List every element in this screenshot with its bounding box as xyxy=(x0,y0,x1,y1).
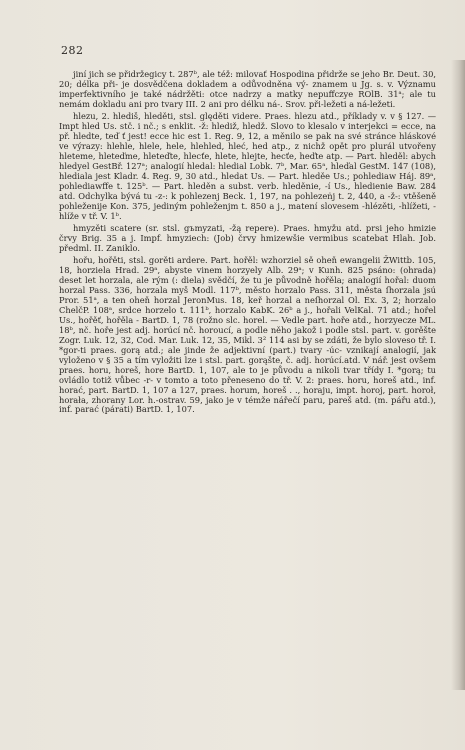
paragraph: hlezu, 2. hlediš, hleděti, stsl. ględěti videre. Praes. hlezu atd., příklady v. v § 127. — Impt hled Us. stč. i nč.; s enklit. -ž: hlediž, hledž. Slovo to klesalo v interjekci = ecce, na př. hledte, teď ť jest! ecce hic est 1. Reg. 9, 12, a měnilo se pak na své stránce hláskové ve výrazy: hlehle, hlele, hele, hlehled, hleć, hed atp., z nichž opět pro plurál utvořeny hleteme, hleteďme, hleteďte, hlecťe, hlete, hlejte, hecťe, heďte atp. — Part. hleděl: abych hledyel GestBř. 127ᵃ; analogií hledal: hledial Lobk. 7ᵇ, Mar. 65ᵃ, hleďal GestM. 147 (108), hlediala jest Kladr. 4. Reg. 9, 30 atd., hledat Us. — Part. hleděe Us.; pohlediaw Háj. 89ᵃ, pohlediawffe t. 125ᵇ. — Part. hleděn a subst. verb. hleděnie, -í Us., hledienie Baw. 284 atd. Odchylka bývá tu -z-: k pohlezenj Beck. 1, 197, na pohlezeṅj t. 2, 440, a -ž-: vtěšeně pohleženije Kon. 375, jediným pohleženjm t. 850 a j., matení slovesem -hlézěti, -hlížeti, -hlíže v tř. V. 1ᵇ. xyxy=(59,110,436,221)
page-number: 282 xyxy=(61,44,84,57)
paragraph: jiní jich se přidržegicy t. 287ᵇ, ale též: milovať Hospodina přidrže se jeho Br. Deut. 30, 20; délka při- je dosvědčena dokladem a odůvodněna vý- znamem u Jg. s. v. Významu imperfektivního je také nádržěti: otce nadrzy a matky nepuffczye ROlB. 31ᵃ; ale tu nemám dokladu ani pro tvary III. 2 ani pro délku ná-. Srov. při-ležeti a ná-ležeti. xyxy=(59,69,436,109)
body-text xyxy=(59,69,436,414)
paragraph: hořu, hořěti, stsl. gorěti ardere. Part. hořěl: wzhorziel sě oheň ewangelii ŽWittb. 105, 18, horziela Hrad. 29ᵃ, abyste vinem horzyely Alb. 29ᵃ; v Kunh. 825 psáno: (ohrada) deset let horzala, ale rým (: diela) svědčí, že tu je původně hořěla; analogií hořal: duom horzal Pass. 336, horzala myš Modl. 117ᵇ, město horzalo Pass. 311, města ſhorzala jsú Pror. 51ᵃ, a ten oheň horzal JeronMus. 18, keř horzal a neſhorzal Ol. Ex. 3, 2; horzalo ChelčP. 108ᵃ, srdce horzelo t. 111ᵇ, horzalo KabK. 26ᵇ a j., hořali VelKal. 71 atd.; hořel Us., hořěť, hořěla - BartD. 1, 78 (rožno slc. horel. — Vedle part. hoře atd., horzyecze ML. 18ᵇ, nč. hoře jest adj. horúcí nč. horoucí, a podle něho jakož i podle stsl. part. v. gorěšte Zogr. Luk. 12, 32, Cod. Mar. Luk. 12, 35, Mikl. 3² 114 asi by se zdáti, že bylo sloveso tř. I. *gor-ti praes. gorą atd.; ale jinde že adjektivní (part.) tvary -úc- vznikají analogií, jak vyloženo v § 35 a tím vyložiti lze i stsl. part. gorąšte, č. adj. horúcí.atd. V nář. jest ovšem praes. horu, horeš, hore BartD. 1, 107, ale to je původu a nikoli tvar třídy I. *gorą; tu ovládlo totiž vůbec -r- v tomto a toto přeneseno do tř. V. 2: praes. horu, horeš atd., inf. horać, part. BartD. 1, 107 a 127, praes. horum, horeš . ., horaju, impt. horoj, part. horoł, horała, zhorany Lor. h.-ostrav. 59, jako je v témže nářečí paru, pareš atd. (m. pářu atd.), inf. parać (párati) BartD. 1, 107. xyxy=(59,254,436,415)
paragraph: hmyzěti scatere (sr. stsl. gъmyzati, -žą repere). Praes. hmyžu atd. prsi jeho hmizie črvy Brig. 35 a j. Impf. hmyziech: (Job) črvy hmizewšie vermibus scatebat Hlah. Job. předml. II. Zaniklo. xyxy=(59,222,436,253)
page-spine-shadow xyxy=(451,60,465,690)
